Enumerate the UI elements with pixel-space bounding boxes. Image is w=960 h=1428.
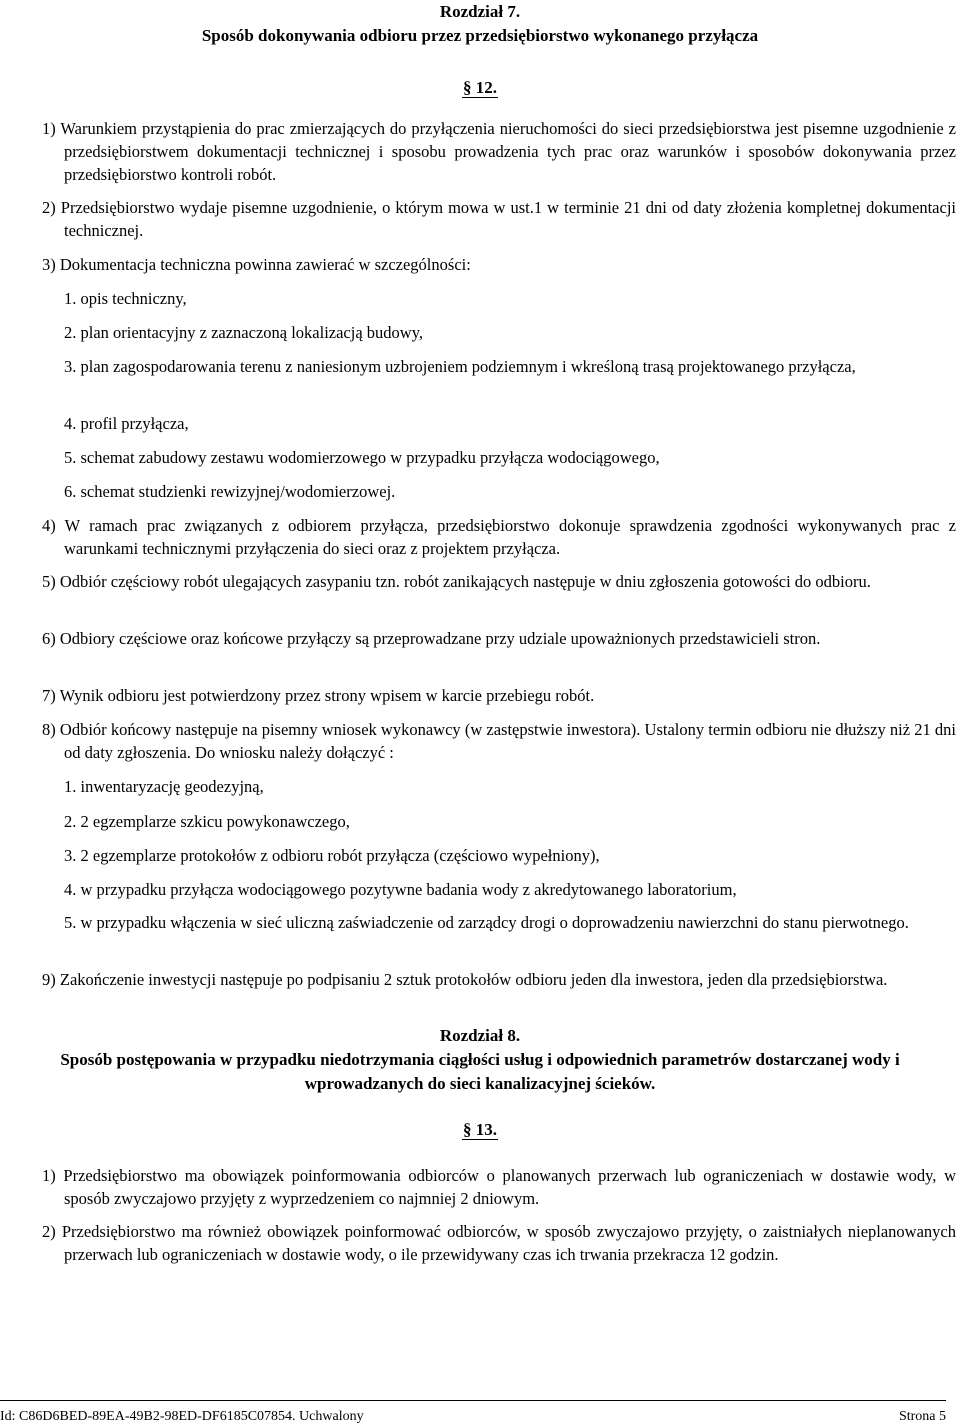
paragraph-2: 2) Przedsiębiorstwo ma również obowiązek poinformować odbiorców, w sposób zwyczajowo przyjęty, o zaistniałych nieplanowanych przerwach lub ograniczeniach w dostawie wody, o ile przewidywany czas ich trwania przekracza 12 godzin. — [42, 1222, 956, 1264]
list-item: 6. schemat studzienki rewizyjnej/wodomierzowej. — [64, 482, 396, 501]
list-item: 4. w przypadku przyłącza wodociągowego pozytywne badania wody z akredytowanego laboratorium, — [64, 880, 737, 899]
paragraph-7: 7) Wynik odbioru jest potwierdzony przez strony wpisem w karcie przebiegu robót. — [42, 686, 595, 705]
list-item: 4. profil przyłącza, — [64, 414, 189, 433]
list-item: 2. 2 egzemplarze szkicu powykonawczego, — [64, 812, 350, 831]
paragraph-4: 4) W ramach prac związanych z odbiorem przyłącza, przedsiębiorstwo dokonuje sprawdzenia zgodności wykonywanych prac z warunkami technicznymi przyłączenia do sieci oraz z projektem przyłącza. — [42, 516, 956, 558]
list-item: 3. 2 egzemplarze protokołów z odbioru robót przyłącza (częściowo wypełniony), — [64, 846, 600, 865]
page-number: Strona 5 — [898, 1409, 946, 1424]
list-item: 5. w przypadku włączenia w sieć uliczną zaświadczenie od zarządcy drogi o doprowadzeniu nawierzchni do stanu pierwotnego. — [64, 913, 909, 932]
paragraph-6: 6) Odbiory częściowe oraz końcowe przyłączy są przeprowadzane przy udziale upoważnionych przedstawicieli stron. — [42, 629, 821, 648]
section-13-label: § 13. — [463, 1120, 497, 1139]
chapter-title: Rozdział 7. — [439, 2, 521, 21]
section-12-label: § 12. — [463, 78, 497, 97]
chapter-title: Rozdział 8. — [439, 1026, 521, 1045]
list-item: 1. inwentaryzację geodezyjną, — [64, 777, 264, 796]
chapter-8 — [0, 1024, 960, 1096]
chapter-subtitle: Sposób dokonywania odbioru przez przedsiębiorstwo wykonanego przyłącza — [201, 26, 759, 45]
list-item: 2. plan orientacyjny z zaznaczoną lokalizacją budowy, — [64, 323, 424, 342]
paragraph-2: 2) Przedsiębiorstwo wydaje pisemne uzgodnienie, o którym mowa w ust.1 w terminie 21 dni od daty złożenia kompletnej dokumentacji technicznej. — [42, 198, 956, 240]
document-id: Id: C86D6BED-89EA-49B2-98ED-DF6185C07854. Uchwalony — [0, 1409, 364, 1424]
list-item: 3. plan zagospodarowania terenu z naniesionym uzbrojeniem podziemnym i wkreśloną trasą projektowanego przyłącza, — [64, 357, 856, 376]
section-number — [0, 76, 960, 99]
paragraph-1: 1) Przedsiębiorstwo ma obowiązek poinformowania odbiorców o planowanych przerwach lub ograniczeniach w dostawie wody, w sposób zwyczajowo przyjęty z wyprzedzeniem co najmniej 2 dniowym. — [42, 1166, 956, 1208]
chapter-7 — [0, 0, 960, 48]
section-number — [0, 1118, 960, 1141]
list-item: 5. schemat zabudowy zestawu wodomierzowego w przypadku przyłącza wodociągowego, — [64, 448, 660, 467]
page-footer — [0, 1400, 946, 1426]
paragraph-9: 9) Zakończenie inwestycji następuje po podpisaniu 2 sztuk protokołów odbioru jeden dla inwestora, jeden dla przedsiębiorstwa. — [42, 970, 888, 989]
paragraph-1: 1) Warunkiem przystąpienia do prac zmierzających do przyłączenia nieruchomości do sieci przedsiębiorstwa jest pisemne uzgodnienie z przedsiębiorstwem dokumentacji technicznej i sposobu prowadzenia tych prac oraz warunków i sposobów dokonywania przez przedsiębiorstwo kontroli robót. — [42, 119, 956, 184]
chapter-subtitle: Sposób postępowania w przypadku niedotrzymania ciągłości usług i odpowiednich parametrów dostarczanej wody i wprowadzanych do sieci kanalizacyjnej ścieków. — [60, 1050, 900, 1093]
paragraph-3: 3) Dokumentacja techniczna powinna zawierać w szczególności: — [42, 255, 471, 274]
paragraph-5: 5) Odbiór częściowy robót ulegających zasypaniu tzn. robót zanikających następuje w dniu zgłoszenia gotowości do odbioru. — [42, 572, 871, 591]
paragraph-8: 8) Odbiór końcowy następuje na pisemny wniosek wykonawcy (w zastępstwie inwestora). Ustalony termin odbioru nie dłuższy niż 21 dni od daty zgłoszenia. Do wniosku należy dołączyć : — [42, 720, 956, 762]
list-item: 1. opis techniczny, — [64, 289, 187, 308]
